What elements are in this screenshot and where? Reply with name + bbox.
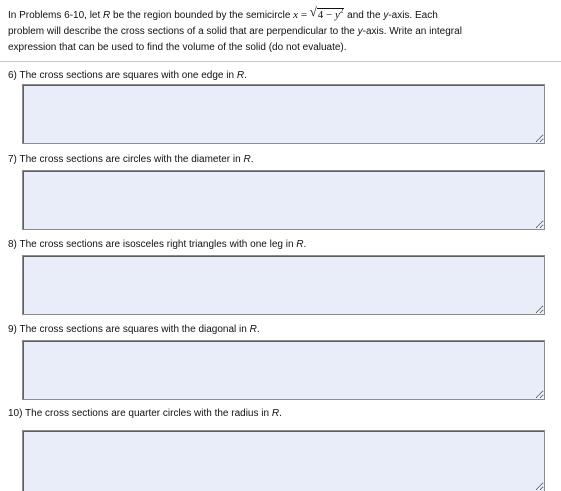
region-symbol: R [103,10,111,21]
question-7-answer-field[interactable] [22,170,545,230]
equation-variable-x: x [293,9,299,21]
region-symbol: R [271,408,280,419]
equation-equals: = [298,9,310,21]
question-text: 6) The cross sections are squares with one edge in [8,70,237,81]
question-6-prompt [8,70,247,82]
question-punctuation: . [279,408,282,419]
question-7-prompt [8,154,253,166]
radicand-text: 4 − [317,9,335,21]
region-symbol: R [243,154,251,165]
question-8-prompt [8,239,306,251]
axis-symbol: y [383,10,389,21]
region-symbol: R [249,324,257,335]
question-8-answer-field[interactable] [22,255,545,315]
question-punctuation: . [256,324,260,335]
region-symbol: R [236,70,245,81]
radicand [317,8,345,21]
radical-sign: √ [309,4,317,19]
intro-text: problem will describe the cross sections of a solid that are perpendicular to the [8,26,358,37]
question-9-prompt [8,324,260,336]
instructions-line-2 [8,24,553,40]
question-text: 7) The cross sections are circles with the diameter in [8,154,244,165]
question-text: 8) The cross sections are isosceles right triangles with one leg in [8,239,297,250]
intro-text: be the region bounded by the semicircle [110,10,294,21]
question-punctuation: . [303,239,307,250]
question-10-answer-field[interactable] [22,430,545,491]
exponent: 2 [339,7,344,15]
section-divider [0,61,561,62]
region-symbol: R [296,239,304,250]
intro-text: -axis. Each [388,10,438,21]
problem-instructions [8,4,553,56]
semicircle-equation [293,4,344,21]
question-punctuation: . [244,70,247,81]
equation-variable-y: y [335,9,340,21]
intro-text: -axis. Write an integral [362,26,462,37]
intro-text: In Problems 6-10, let [8,10,104,21]
instructions-line-1 [8,4,553,24]
question-text: 10) The cross sections are quarter circles with the radius in [8,408,272,419]
square-root [309,4,345,23]
instructions-line-3: expression that can be used to find the volume of the solid (do not evaluate). [8,42,347,53]
intro-text: and the [344,10,384,21]
question-10-prompt [8,408,282,420]
axis-symbol: y [357,26,363,37]
question-text: 9) The cross sections are squares with the diagonal in [8,324,250,335]
question-9-answer-field[interactable] [22,340,545,400]
question-6-answer-field[interactable] [22,84,545,144]
question-punctuation: . [250,154,254,165]
